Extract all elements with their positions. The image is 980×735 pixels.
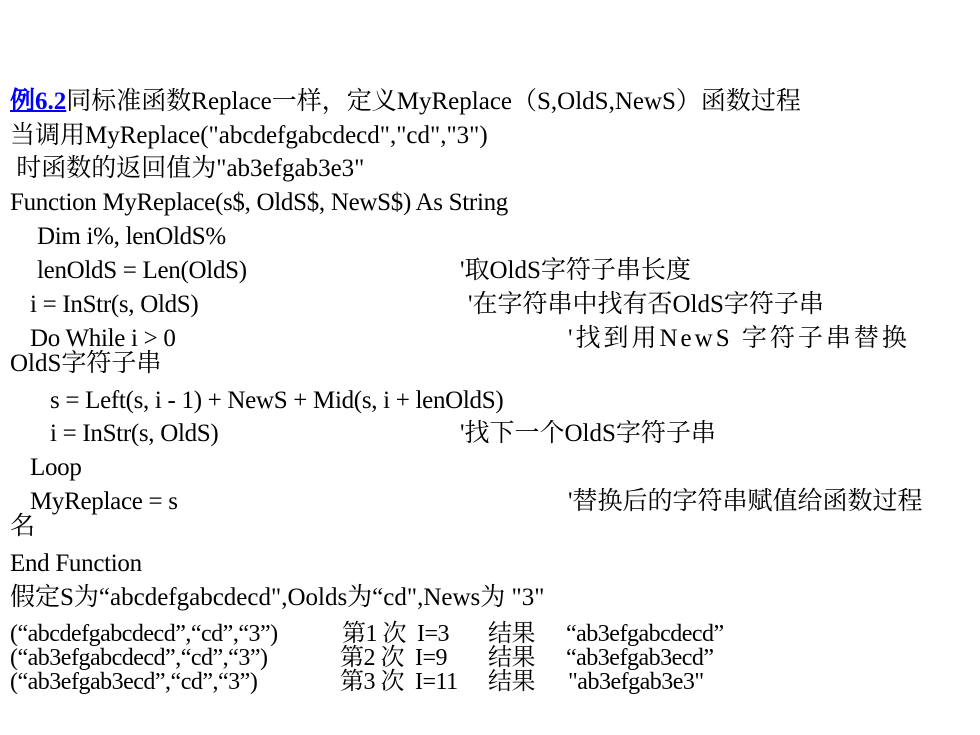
code-loop: Loop	[30, 454, 82, 481]
intro-line-1-text: 同标准函数Replace一样，定义MyReplace（S,OldS,NewS）函数过程	[66, 88, 801, 115]
code-do-comment-b: OldS字符子串	[10, 350, 162, 377]
code-instr-comment: '在字符串中找有否OldS字符子串	[468, 291, 824, 318]
trace-step-2: 第2 次 I=9	[340, 645, 448, 671]
code-len-comment: '取OldS字符子串长度	[460, 257, 691, 284]
trace-result-3: "ab3efgab3e3"	[568, 669, 704, 695]
trace-result-label-3: 结果	[488, 669, 535, 695]
trace-args-2: (“ab3efgabcdecd”,“cd”,“3”)	[10, 645, 268, 671]
trace-args-3: (“ab3efgab3ecd”,“cd”,“3”)	[10, 669, 258, 695]
intro-line-1	[10, 88, 801, 116]
code-assign-stmt: s = Left(s, i - 1) + NewS + Mid(s, i + lenOldS)	[50, 387, 504, 414]
code-result-stmt: MyReplace = s	[30, 488, 178, 515]
code-result-comment-b: 名	[10, 513, 36, 540]
code-function-header: Function MyReplace(s$, OldS$, NewS$) As String	[10, 189, 508, 216]
code-instr2-stmt: i = InStr(s, OldS)	[50, 420, 219, 447]
trace-args-1: (“abcdefgabcdecd”,“cd”,“3”)	[10, 621, 278, 647]
trace-result-1: “ab3efgabcdecd”	[566, 621, 724, 647]
intro-line-3: 时函数的返回值为"ab3efgab3e3"	[10, 155, 365, 182]
trace-result-label-2: 结果	[488, 645, 535, 671]
trace-result-2: “ab3efgab3ecd”	[566, 645, 714, 671]
assumption-line: 假定S为“abcdefgabcdecd",Oolds为“cd",News为 "3"	[10, 584, 545, 611]
trace-step-1: 第1 次 I=3	[342, 621, 450, 647]
code-instr-stmt: i = InStr(s, OldS)	[30, 291, 199, 318]
code-result-comment-a: '替换后的字符串赋值给函数过程	[568, 488, 923, 515]
code-do-comment-a: '找到用NewS 字符子串替换	[568, 325, 910, 352]
code-dim-line: Dim i%, lenOldS%	[37, 223, 226, 250]
intro-line-2: 当调用MyReplace("abcdefgabcdecd","cd","3")	[10, 122, 488, 149]
code-end-function: End Function	[10, 550, 142, 577]
code-len-stmt: lenOldS = Len(OldS)	[37, 257, 247, 284]
code-do-stmt: Do While i > 0	[30, 325, 176, 352]
example-link[interactable]: 例6.2	[10, 88, 67, 115]
trace-result-label-1: 结果	[488, 621, 535, 647]
code-instr2-comment: '找下一个OldS字符子串	[460, 420, 716, 447]
trace-step-3: 第3 次 I=11	[340, 669, 458, 695]
